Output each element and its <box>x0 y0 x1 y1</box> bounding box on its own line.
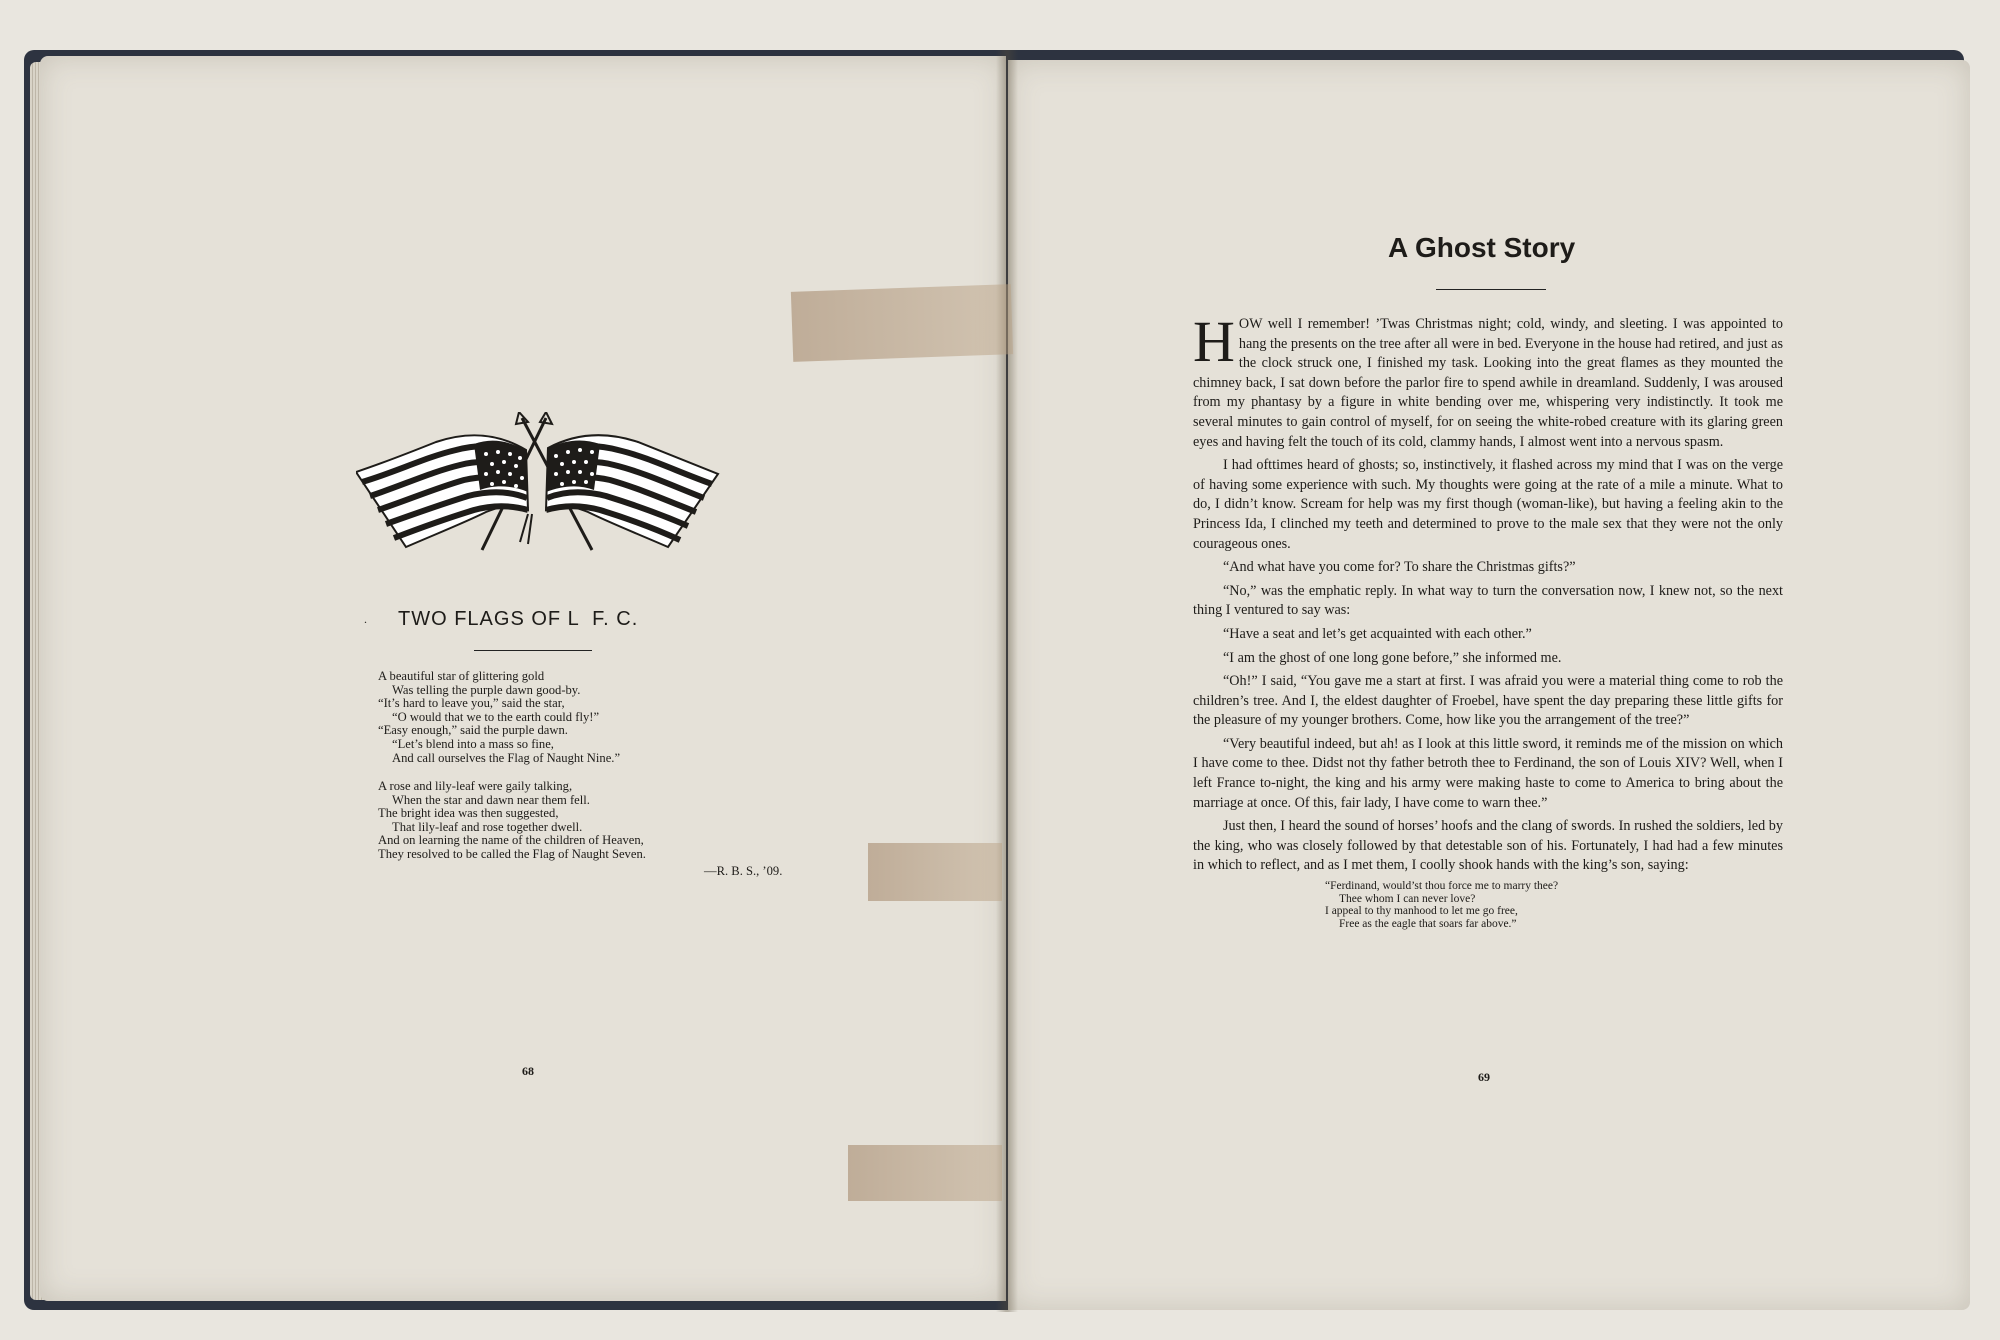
poem-attribution: —R. B. S., ’09. <box>704 864 783 878</box>
poem-line: “It’s hard to leave you,” said the star, <box>378 696 565 711</box>
verse-line: Free as the eagle that soars far above.” <box>1339 917 1517 930</box>
poem-line: The bright idea was then suggested, <box>378 806 559 821</box>
poem-title: TWO FLAGS OF L F. C. <box>398 608 639 630</box>
crossed-american-flags-icon <box>356 412 720 560</box>
page-number-right: 69 <box>1478 1070 1490 1084</box>
book-gutter <box>996 50 1018 1312</box>
poem-line: And call ourselves the Flag of Naught Nine.” <box>392 750 621 765</box>
poem-line: “Easy enough,” said the purple dawn. <box>378 723 568 738</box>
story-paragraph: “Have a seat and let’s get acquainted with each other.” <box>1223 625 1532 642</box>
poem-line: And on learning the name of the children of Heaven, <box>378 833 644 848</box>
story-body <box>1193 309 1783 930</box>
story-verse <box>1325 880 1783 930</box>
poem-line: Was telling the purple dawn good-by. <box>392 682 581 697</box>
story-paragraph <box>1193 309 1783 452</box>
tape-strip <box>848 1145 1002 1201</box>
poem-line: When the star and dawn near them fell. <box>392 792 590 807</box>
poem-line: A rose and lily-leaf were gaily talking, <box>378 779 573 793</box>
story-paragraph: “Very beautiful indeed, but ah! as I look at this little sword, it reminds me of the mission on which I have come to thee. Didst not thy father betroth thee to Ferdinand, the son of Louis XIV? Well, when I left France to-night, the king and his army were making haste to come to America to bring about the marriage at once. Of this, fair lady, I have come to warn thee.” <box>1193 735 1783 811</box>
story-paragraph: “Oh!” I said, “You gave me a start at first. I was afraid you were a material thing come to rob the children’s tree. And I, the eldest daughter of Froebel, have spent the day preparing these little gifts for the pleasure of my younger brothers. Come, how like you the arrangement of the tree?” <box>1193 673 1783 729</box>
drop-cap: H <box>1193 309 1235 374</box>
poem-stanza <box>378 780 646 862</box>
poem-line: “O would that we to the earth could fly!” <box>392 709 600 724</box>
story-title: A Ghost Story <box>1388 232 1576 263</box>
title-rule <box>1436 289 1546 290</box>
poem-stanza <box>378 670 620 765</box>
poem-line: They resolved to be called the Flag of Naught Seven. <box>378 846 646 861</box>
story-paragraph: I had ofttimes heard of ghosts; so, instinctively, it flashed across my mind that I was on the verge of having some experience with such. My thoughts were going at the rate of a mile a minute. What to do, I didn’t know. Scream for help was my first though (woman-like), but having a feeling akin to the Princess Ida, I clinched my teeth and determined to prove to the male sex that they were not the only courageous ones. <box>1193 457 1783 552</box>
poem-line: That lily-leaf and rose together dwell. <box>392 819 583 834</box>
story-paragraph: “I am the ghost of one long gone before,” she informed me. <box>1223 649 1562 666</box>
tape-strip <box>868 843 1002 901</box>
paragraph-text: OW well I remember! ’Twas Christmas night; cold, windy, and sleeting. I was appointed to hang the presents on the tree after all were in bed. Everyone in the house had retired, and just as the clock struck one, I finished my task. Looking into the great flames as they mounted the chimney back, I sat down before the parlor fire to spend awhile in dreamland. Suddenly, I was aroused from my phantasy by a figure in white bending over me, whispering very indistinctly. It took me several minutes to gain control of myself, for on seeing the white-robed creature with its glaring green eyes and having felt the touch of its cold, clammy hands, I almost went into a nervous spasm. <box>1193 316 1783 450</box>
story-paragraph: “No,” was the emphatic reply. In what way to turn the conversation now, I knew not, so the next thing I ventured to say was: <box>1193 582 1783 619</box>
title-rule <box>474 650 592 651</box>
verse-line: “Ferdinand, would’st thou force me to marry thee? <box>1325 880 1559 893</box>
poem-line: A beautiful star of glittering gold <box>378 669 545 683</box>
verse-line: I appeal to thy manhood to let me go free, <box>1325 905 1518 918</box>
story-paragraph: Just then, I heard the sound of horses’ hoofs and the clang of swords. In rushed the soldiers, led by the king, who was closely followed by that detestable son of his. Fortunately, I had had a few minutes in which to reflect, and as I met them, I coolly shook hands with the king’s son, saying: <box>1193 818 1783 874</box>
tape-strip <box>791 284 1013 362</box>
verse-line: Thee whom I can never love? <box>1339 892 1476 905</box>
poem-line: “Let’s blend into a mass so fine, <box>392 736 554 751</box>
story-paragraph: “And what have you come for? To share the Christmas gifts?” <box>1223 559 1576 576</box>
title-bullet: . <box>364 612 367 626</box>
page-number-left: 68 <box>522 1064 534 1078</box>
